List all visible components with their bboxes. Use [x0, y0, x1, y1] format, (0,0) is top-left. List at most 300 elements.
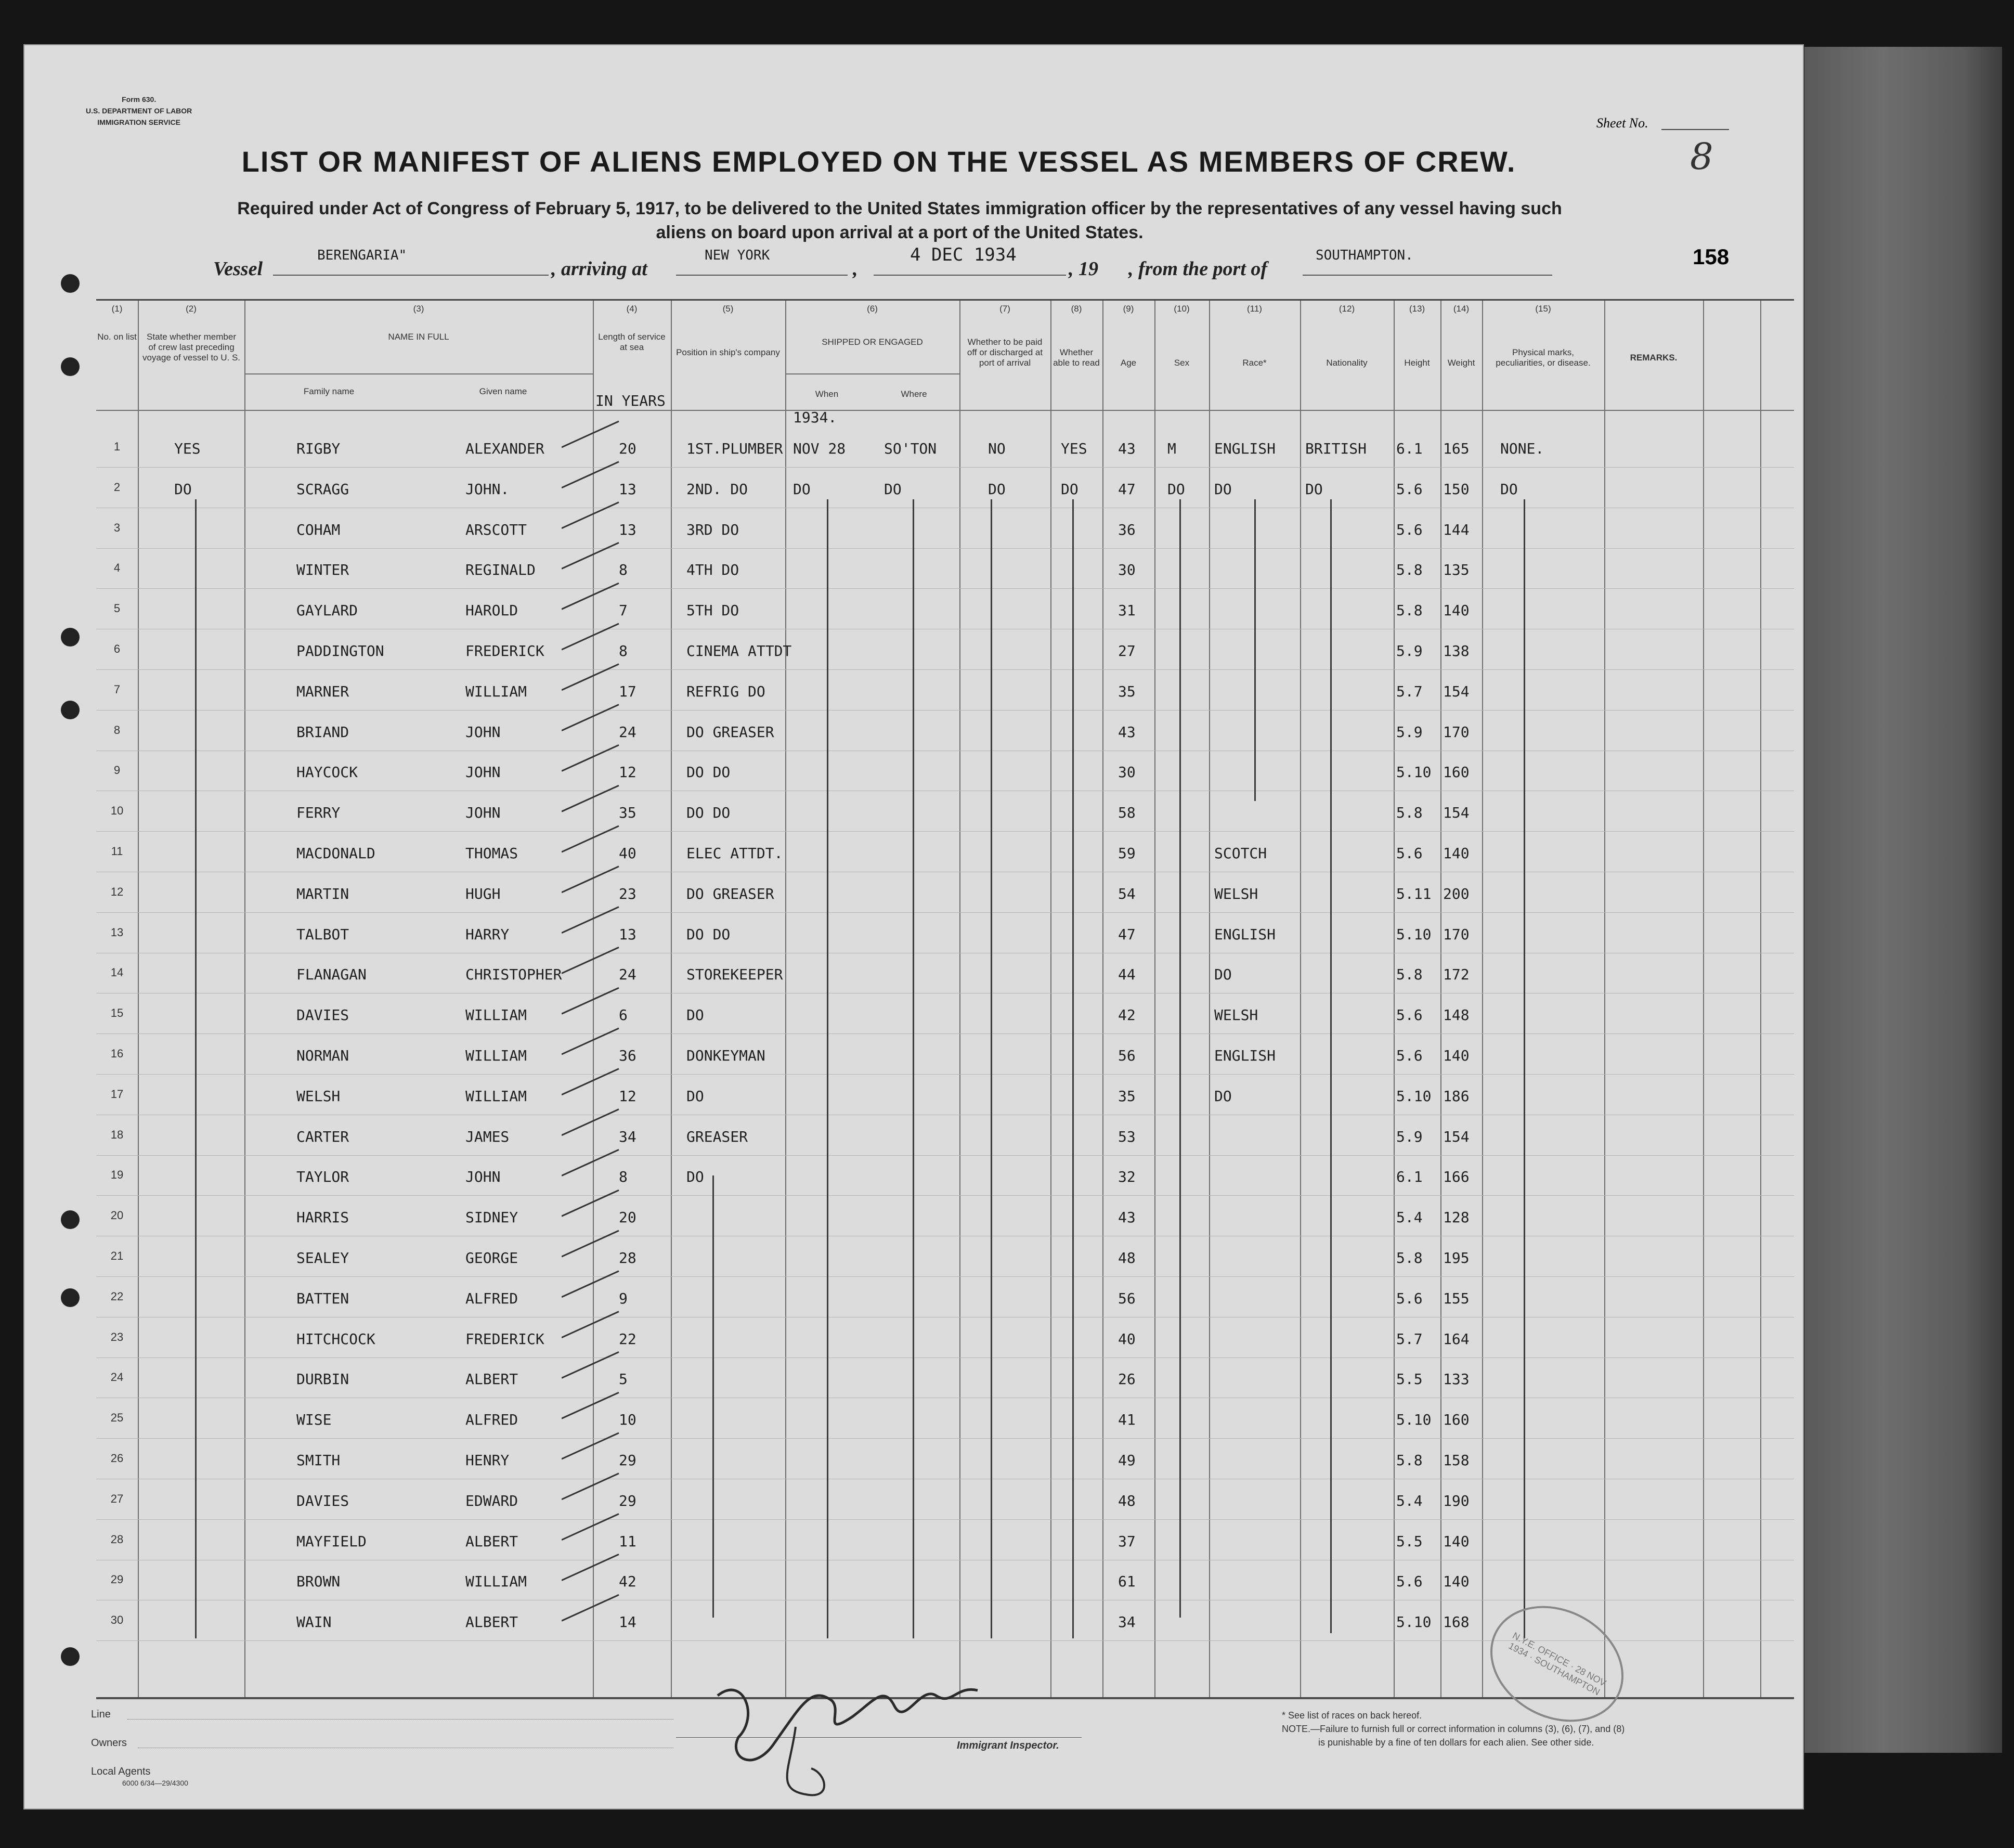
col5-header: Position in ship's company — [676, 347, 780, 357]
cell-weight: 200 — [1443, 885, 1470, 902]
cell-age: 47 — [1118, 480, 1136, 498]
cell-family: FLANAGAN — [296, 966, 367, 984]
table-row — [96, 548, 1794, 589]
cell-marks: NONE. — [1500, 440, 1544, 457]
tick-mark — [562, 583, 619, 609]
cell-service: 5 — [619, 1371, 628, 1388]
cell-family: SCRAGG — [296, 480, 349, 498]
cell-weight: 190 — [1443, 1492, 1470, 1509]
sheet-mark: 8 — [1690, 135, 1713, 178]
col7-num: (7) — [999, 304, 1010, 314]
cell-given: EDWARD — [465, 1492, 518, 1509]
ditto-mark-line — [1254, 499, 1256, 801]
cell-read: YES — [1061, 440, 1087, 457]
backdrop-paper — [1804, 47, 2002, 1753]
cell-no: 18 — [110, 1128, 124, 1141]
punch-hole-icon — [61, 628, 80, 647]
cell-height: 5.6 — [1396, 1573, 1423, 1591]
cell-height: 6.1 — [1396, 1168, 1423, 1186]
cell-position: DO — [686, 1087, 704, 1105]
col13-num: (13) — [1409, 304, 1425, 314]
cell-service: 11 — [619, 1532, 636, 1550]
cell-service: 8 — [619, 642, 628, 660]
cell-no: 28 — [110, 1532, 124, 1546]
cell-service: 13 — [619, 480, 636, 498]
cell-given: WILLIAM — [465, 1047, 527, 1064]
col9-num: (9) — [1123, 304, 1134, 314]
cell-given: WILLIAM — [465, 1087, 527, 1105]
cell-no: 8 — [113, 723, 121, 736]
punch-hole-icon — [61, 1210, 80, 1229]
cell-read: DO — [1061, 480, 1079, 498]
table-row — [96, 1115, 1794, 1156]
cell-height: 5.4 — [1396, 1209, 1423, 1226]
cell-family: DAVIES — [296, 1006, 349, 1024]
cell-no: 2 — [113, 480, 121, 494]
cell-position: 2ND. DO — [686, 480, 748, 498]
ditto-mark-line — [1524, 499, 1525, 1638]
cell-weight: 150 — [1443, 480, 1470, 498]
cell-race: ENGLISH — [1214, 440, 1276, 457]
tick-mark — [562, 1514, 619, 1540]
vessel-line — [273, 275, 549, 276]
form-number: Form 630. — [122, 95, 157, 104]
cell-position: 5TH DO — [686, 602, 739, 619]
col4-num: (4) — [626, 304, 638, 314]
col12-header: Nationality — [1326, 358, 1368, 368]
ditto-mark-line — [827, 499, 828, 1638]
cell-family: TAYLOR — [296, 1168, 349, 1186]
cell-height: 5.10 — [1396, 764, 1432, 781]
cell-race: WELSH — [1214, 885, 1258, 902]
cell-service: 29 — [619, 1452, 636, 1469]
cell-family: MARTIN — [296, 885, 349, 902]
cell-service: 28 — [619, 1249, 636, 1267]
cell-weight: 154 — [1443, 804, 1470, 822]
cell-no: 24 — [110, 1371, 124, 1384]
table-row — [96, 1236, 1794, 1277]
cell-no: 13 — [110, 925, 124, 939]
cell-given: ALFRED — [465, 1289, 518, 1307]
sheet-no-label: Sheet No. — [1596, 115, 1648, 131]
cell-where: SO'TON — [884, 440, 937, 457]
col8-header: Whether able to read — [1053, 347, 1100, 368]
cell-service: 8 — [619, 1168, 628, 1186]
cell-age: 56 — [1118, 1289, 1136, 1307]
tick-mark — [562, 1069, 619, 1095]
ditto-mark-line — [712, 1175, 714, 1618]
footnote-races: * See list of races on back hereof. — [1282, 1710, 1422, 1721]
cell-given: ALBERT — [465, 1532, 518, 1550]
cell-no: 25 — [110, 1411, 124, 1425]
col11-num: (11) — [1247, 304, 1262, 314]
date-value: 4 DEC 1934 — [910, 244, 1017, 265]
table-row — [96, 1398, 1794, 1439]
cell-no: 20 — [110, 1209, 124, 1222]
tick-mark — [562, 462, 619, 488]
col3-header: NAME IN FULL — [388, 332, 449, 342]
cell-service: 12 — [619, 1087, 636, 1105]
cell-position: DONKEYMAN — [686, 1047, 765, 1064]
table-row — [96, 508, 1794, 549]
col14-num: (14) — [1453, 304, 1470, 314]
cell-no: 17 — [110, 1087, 124, 1101]
cell-age: 48 — [1118, 1492, 1136, 1509]
cell-service: 10 — [619, 1411, 636, 1429]
cell-no: 22 — [110, 1289, 124, 1303]
col11-header: Race* — [1242, 358, 1267, 368]
vessel-label: Vessel — [213, 258, 263, 280]
col14-header: Weight — [1447, 358, 1475, 368]
cell-given: ALFRED — [465, 1411, 518, 1429]
cell-given: HENRY — [465, 1452, 510, 1469]
cell-age: 34 — [1118, 1613, 1136, 1631]
cell-no: 26 — [110, 1452, 124, 1465]
table-row — [96, 993, 1794, 1034]
cell-age: 31 — [1118, 602, 1136, 619]
cell-family: RIGBY — [296, 440, 341, 457]
col15-num: (15) — [1535, 304, 1551, 314]
cell-position: DO — [686, 1168, 704, 1186]
tick-mark — [562, 1271, 619, 1297]
cell-position: 3RD DO — [686, 521, 739, 538]
col13-header: Height — [1404, 358, 1430, 368]
cell-weight: 154 — [1443, 682, 1470, 700]
cell-height: 5.9 — [1396, 642, 1423, 660]
page-number: 158 — [1693, 244, 1730, 269]
col3a-header: Family name — [303, 386, 355, 396]
cell-family: NORMAN — [296, 1047, 349, 1064]
cell-age: 30 — [1118, 764, 1136, 781]
cell-paid: DO — [988, 480, 1006, 498]
cell-position: CINEMA ATTDT — [686, 642, 792, 660]
table-row — [96, 1033, 1794, 1075]
table-row — [96, 1155, 1794, 1196]
cell-age: 59 — [1118, 845, 1136, 862]
cell-height: 5.9 — [1396, 723, 1423, 741]
cell-service: 17 — [619, 682, 636, 700]
col12-num: (12) — [1339, 304, 1355, 314]
cell-family: WISE — [296, 1411, 332, 1429]
cell-weight: 140 — [1443, 1573, 1470, 1591]
cell-age: 27 — [1118, 642, 1136, 660]
cell-age: 61 — [1118, 1573, 1136, 1591]
cell-family: WELSH — [296, 1087, 341, 1105]
ditto-mark-line — [1179, 499, 1181, 1618]
cell-prev: DO — [174, 480, 192, 498]
vessel-value: BERENGARIA" — [317, 248, 407, 263]
cell-service: 13 — [619, 521, 636, 538]
tick-mark — [562, 1109, 619, 1135]
cell-age: 49 — [1118, 1452, 1136, 1469]
ditto-mark-line — [1072, 499, 1074, 1638]
cell-family: BROWN — [296, 1573, 341, 1591]
cell-given: SIDNEY — [465, 1209, 518, 1226]
cell-nationality: DO — [1305, 480, 1323, 498]
cell-weight: 154 — [1443, 1128, 1470, 1145]
department: U.S. DEPARTMENT OF LABOR — [86, 107, 192, 115]
cell-service: 8 — [619, 561, 628, 579]
tick-mark — [562, 947, 619, 973]
tick-mark — [562, 826, 619, 852]
cell-given: JOHN — [465, 764, 501, 781]
ditto-mark-line — [913, 499, 914, 1638]
punch-hole-icon — [61, 1647, 80, 1666]
tick-mark — [562, 1190, 619, 1216]
cell-weight: 140 — [1443, 602, 1470, 619]
cell-height: 5.8 — [1396, 966, 1423, 984]
cell-given: HUGH — [465, 885, 501, 902]
tick-mark — [562, 421, 619, 447]
cell-given: HAROLD — [465, 602, 518, 619]
tick-mark — [562, 1433, 619, 1459]
tick-mark — [562, 542, 619, 568]
cell-family: SEALEY — [296, 1249, 349, 1267]
cell-weight: 160 — [1443, 764, 1470, 781]
cell-family: CARTER — [296, 1128, 349, 1145]
cell-when: DO — [793, 480, 811, 498]
cell-position: DO — [686, 1006, 704, 1024]
cell-age: 30 — [1118, 561, 1136, 579]
arriving-value: NEW YORK — [705, 248, 770, 263]
tick-mark — [562, 907, 619, 933]
cell-service: 14 — [619, 1613, 636, 1631]
form-meta — [86, 94, 192, 128]
cell-given: CHRISTOPHER — [465, 966, 562, 984]
from-label: , from the port of — [1128, 258, 1268, 280]
cell-age: 42 — [1118, 1006, 1136, 1024]
cell-age: 48 — [1118, 1249, 1136, 1267]
name-subheader-line — [244, 373, 593, 374]
cell-race: WELSH — [1214, 1006, 1258, 1024]
cell-weight: 165 — [1443, 440, 1470, 457]
cell-position: REFRIG DO — [686, 682, 765, 700]
punch-hole-icon — [61, 274, 80, 293]
tick-mark — [562, 664, 619, 690]
cell-paid: NO — [988, 440, 1006, 457]
cell-family: BRIAND — [296, 723, 349, 741]
cell-age: 40 — [1118, 1330, 1136, 1348]
cell-position: 4TH DO — [686, 561, 739, 579]
table-row — [96, 912, 1794, 953]
date-line — [874, 275, 1066, 276]
cell-age: 43 — [1118, 1209, 1136, 1226]
cell-nationality: BRITISH — [1305, 440, 1367, 457]
tick-mark — [562, 1312, 619, 1338]
footnote-penalty: NOTE.—Failure to furnish full or correct information in columns (3), (6), (7), and (8) — [1282, 1724, 1625, 1734]
cell-given: ALBERT — [465, 1613, 518, 1631]
cell-height: 5.9 — [1396, 1128, 1423, 1145]
cell-height: 5.7 — [1396, 682, 1423, 700]
col9-header: Age — [1120, 358, 1137, 368]
punch-hole-icon — [61, 1288, 80, 1307]
cell-age: 47 — [1118, 925, 1136, 943]
cell-age: 26 — [1118, 1371, 1136, 1388]
col15-header: Physical marks, peculiarities, or disease. — [1496, 347, 1591, 368]
cell-no: 21 — [110, 1249, 124, 1262]
cell-race: DO — [1214, 1087, 1232, 1105]
table-row — [96, 1479, 1794, 1520]
cell-age: 58 — [1118, 804, 1136, 822]
cell-given: JOHN — [465, 804, 501, 822]
header-bottom-line — [96, 410, 1794, 411]
cell-no: 4 — [113, 561, 121, 575]
col10-num: (10) — [1174, 304, 1190, 314]
col5-num: (5) — [722, 304, 734, 314]
cell-height: 5.10 — [1396, 1087, 1432, 1105]
cell-height: 5.6 — [1396, 845, 1423, 862]
cell-age: 53 — [1118, 1128, 1136, 1145]
cell-height: 5.7 — [1396, 1330, 1423, 1348]
cell-service: 36 — [619, 1047, 636, 1064]
col2-num: (2) — [186, 304, 197, 314]
cell-family: WINTER — [296, 561, 349, 579]
cell-position: DO GREASER — [686, 723, 774, 741]
tick-mark — [562, 705, 619, 731]
col2-header: State whether member of crew last preceding voyage of vessel to U. S. — [142, 332, 241, 363]
subtitle-line-1: Required under Act of Congress of February 5, 1917, to be delivered to the United States immigration officer by the representatives of any vessel having such — [237, 199, 1562, 218]
cell-given: WILLIAM — [465, 1006, 527, 1024]
col8-num: (8) — [1071, 304, 1082, 314]
cell-race: SCOTCH — [1214, 845, 1267, 862]
cell-age: 43 — [1118, 440, 1136, 457]
cell-weight: 135 — [1443, 561, 1470, 579]
table-row — [96, 1559, 1794, 1600]
cell-weight: 140 — [1443, 845, 1470, 862]
cell-given: JAMES — [465, 1128, 510, 1145]
col16-header: REMARKS. — [1630, 353, 1678, 363]
cell-position: 1ST.PLUMBER — [686, 440, 783, 457]
cell-age: 35 — [1118, 682, 1136, 700]
footer-line-label: Line — [91, 1709, 111, 1720]
col6b-header: Where — [901, 389, 927, 399]
table-row — [96, 710, 1794, 751]
cell-given: THOMAS — [465, 845, 518, 862]
cell-weight: 140 — [1443, 1532, 1470, 1550]
cell-service: 29 — [619, 1492, 636, 1509]
cell-height: 5.8 — [1396, 602, 1423, 619]
cell-height: 5.5 — [1396, 1532, 1423, 1550]
cell-height: 5.11 — [1396, 885, 1432, 902]
cell-family: COHAM — [296, 521, 341, 538]
cell-age: 43 — [1118, 723, 1136, 741]
cell-weight: 155 — [1443, 1289, 1470, 1307]
table-row — [96, 1074, 1794, 1115]
cell-height: 5.8 — [1396, 1452, 1423, 1469]
tick-mark — [562, 1595, 619, 1621]
cell-age: 35 — [1118, 1087, 1136, 1105]
from-value: SOUTHAMPTON. — [1316, 248, 1413, 263]
cell-family: FERRY — [296, 804, 341, 822]
cell-service: 7 — [619, 602, 628, 619]
cell-family: DAVIES — [296, 1492, 349, 1509]
tick-mark — [562, 1474, 619, 1500]
cell-age: 37 — [1118, 1532, 1136, 1550]
stamp-text: N.Y.E. OFFICE · 28 NOV 1934 · SOUTHAMPTON — [1506, 1630, 1608, 1698]
cell-weight: 172 — [1443, 966, 1470, 984]
col3-num: (3) — [413, 304, 424, 314]
footnote — [1282, 1709, 1698, 1749]
ditto-mark-line — [991, 499, 992, 1638]
shipped-subheader-line — [785, 373, 959, 374]
cell-age: 36 — [1118, 521, 1136, 538]
cell-position: ELEC ATTDT. — [686, 845, 783, 862]
col6-num: (6) — [867, 304, 878, 314]
col7-header: Whether to be paid off or discharged at port of arrival — [967, 337, 1043, 368]
shipped-year: 1934. — [793, 409, 837, 426]
tick-mark — [562, 1149, 619, 1175]
cell-given: JOHN — [465, 723, 501, 741]
cell-service: 35 — [619, 804, 636, 822]
cell-service: 13 — [619, 925, 636, 943]
cell-weight: 138 — [1443, 642, 1470, 660]
cell-given: FREDERICK — [465, 1330, 544, 1348]
punch-hole-icon — [61, 701, 80, 719]
cell-age: 54 — [1118, 885, 1136, 902]
table-row — [96, 1438, 1794, 1479]
page-subtitle — [198, 197, 1602, 244]
cell-service: 23 — [619, 885, 636, 902]
cell-height: 5.6 — [1396, 1289, 1423, 1307]
cell-family: MACDONALD — [296, 845, 375, 862]
cell-height: 5.10 — [1396, 1613, 1432, 1631]
cell-service: 12 — [619, 764, 636, 781]
tick-mark — [562, 1028, 619, 1054]
service: IMMIGRATION SERVICE — [97, 118, 180, 126]
year-label: , 19 — [1069, 258, 1098, 280]
cell-no: 27 — [110, 1492, 124, 1505]
cell-no: 12 — [110, 885, 124, 898]
cell-family: WAIN — [296, 1613, 332, 1631]
cell-no: 19 — [110, 1168, 124, 1182]
col6a-header: When — [815, 389, 839, 399]
cell-race: ENGLISH — [1214, 925, 1276, 943]
cell-no: 11 — [111, 845, 123, 858]
cell-weight: 170 — [1443, 723, 1470, 741]
cell-weight: 195 — [1443, 1249, 1470, 1267]
cell-family: DURBIN — [296, 1371, 349, 1388]
arriving-label: , arriving at — [551, 258, 647, 280]
footnote-penalty-cont: is punishable by a fine of ten dollars for each alien. See other side. — [1318, 1737, 1594, 1748]
cell-position: DO DO — [686, 925, 731, 943]
cell-race: DO — [1214, 966, 1232, 984]
cell-given: REGINALD — [465, 561, 536, 579]
tick-mark — [562, 1554, 619, 1580]
cell-given: ARSCOTT — [465, 521, 527, 538]
cell-service: 22 — [619, 1330, 636, 1348]
cell-given: JOHN — [465, 1168, 501, 1186]
tick-mark — [562, 1392, 619, 1418]
cell-no: 14 — [110, 966, 124, 979]
punch-hole-icon — [61, 357, 80, 376]
cell-weight: 133 — [1443, 1371, 1470, 1388]
cell-weight: 168 — [1443, 1613, 1470, 1631]
cell-height: 5.6 — [1396, 1047, 1423, 1064]
cell-when: NOV 28 — [793, 440, 846, 457]
cell-family: TALBOT — [296, 925, 349, 943]
cell-family: MARNER — [296, 682, 349, 700]
cell-no: 15 — [110, 1006, 124, 1020]
cell-family: SMITH — [296, 1452, 341, 1469]
cell-no: 10 — [110, 804, 124, 818]
cell-prev: YES — [174, 440, 201, 457]
cell-sex: DO — [1167, 480, 1185, 498]
cell-weight: 166 — [1443, 1168, 1470, 1186]
cell-weight: 170 — [1443, 925, 1470, 943]
cell-service: 20 — [619, 440, 636, 457]
cell-height: 5.6 — [1396, 1006, 1423, 1024]
table-row — [96, 872, 1794, 913]
